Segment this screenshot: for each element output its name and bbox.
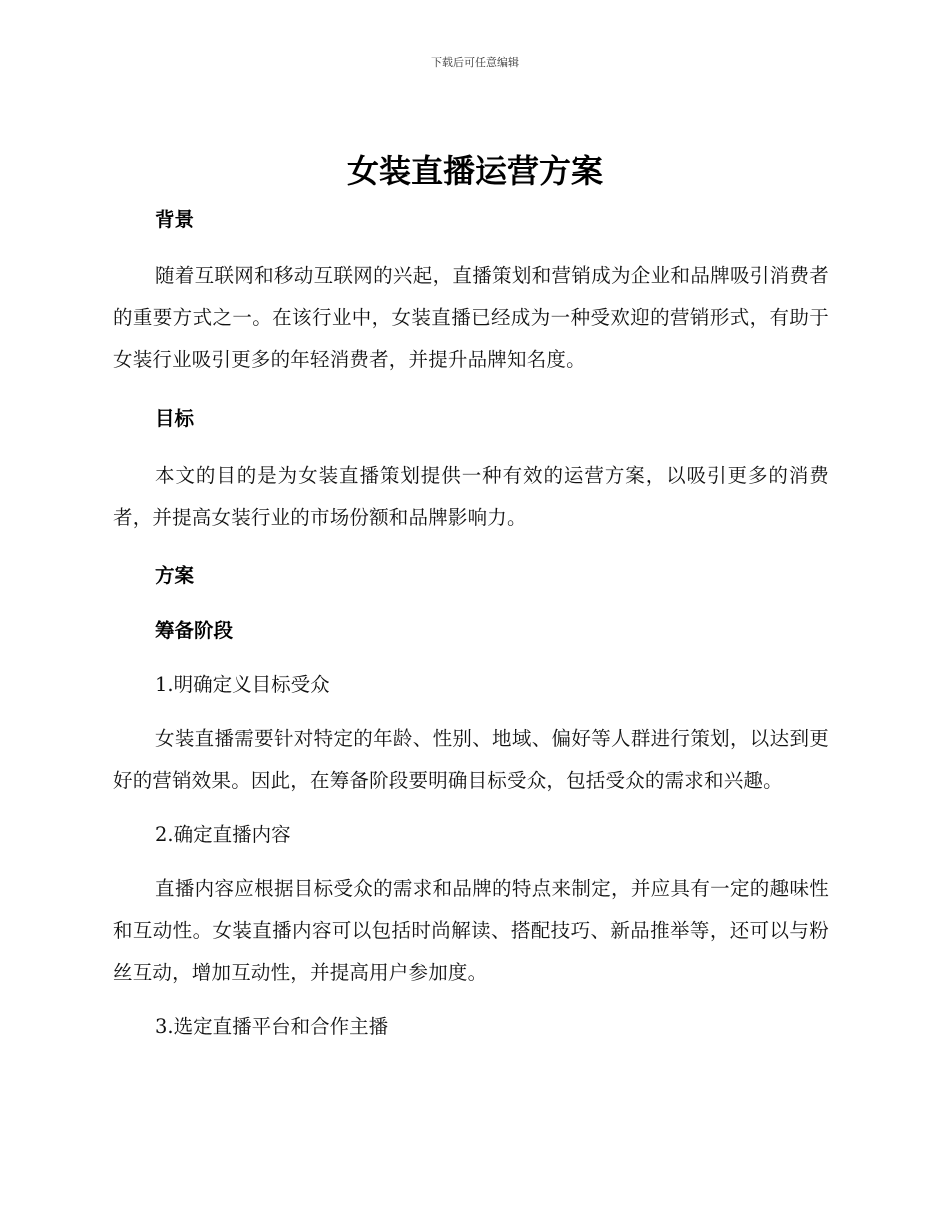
item-title-3: 3.选定直播平台和合作主播 <box>155 1015 389 1038</box>
paragraph-item-2: 直播内容应根据目标受众的需求和品牌的特点来制定，并应具有一定的趣味性和互动性。女装直播内容可以包括时尚解读、搭配技巧、新品推举等，还可以与粉丝互动，增加互动性，并提高用户参加度。 <box>113 877 829 984</box>
paragraph-goal: 本文的目的是为女装直播策划提供一种有效的运营方案，以吸引更多的消费者，并提高女装行业的市场份额和品牌影响力。 <box>113 464 829 529</box>
section-heading-goal: 目标 <box>155 407 195 430</box>
document-body <box>113 200 829 1045</box>
paragraph-background: 随着互联网和移动互联网的兴起，直播策划和营销成为企业和品牌吸引消费者的重要方式之一。在该行业中，女装直播已经成为一种受欢迎的营销形式，有助于女装行业吸引更多的年轻消费者，并提升品牌知名度。 <box>113 264 829 371</box>
paragraph-item-1: 女装直播需要针对特定的年龄、性别、地域、偏好等人群进行策划，以达到更好的营销效果。因此，在筹备阶段要明确目标受众，包括受众的需求和兴趣。 <box>113 727 829 792</box>
item-title-1: 1.明确定义目标受众 <box>155 673 330 696</box>
item-title-2: 2.确定直播内容 <box>155 823 291 846</box>
section-heading-plan: 方案 <box>155 564 195 587</box>
section-heading-background: 背景 <box>155 208 195 231</box>
header-note: 下载后可任意编辑 <box>431 56 519 69</box>
section-heading-preparation: 筹备阶段 <box>155 619 234 642</box>
document-title: 女装直播运营方案 <box>346 152 603 190</box>
